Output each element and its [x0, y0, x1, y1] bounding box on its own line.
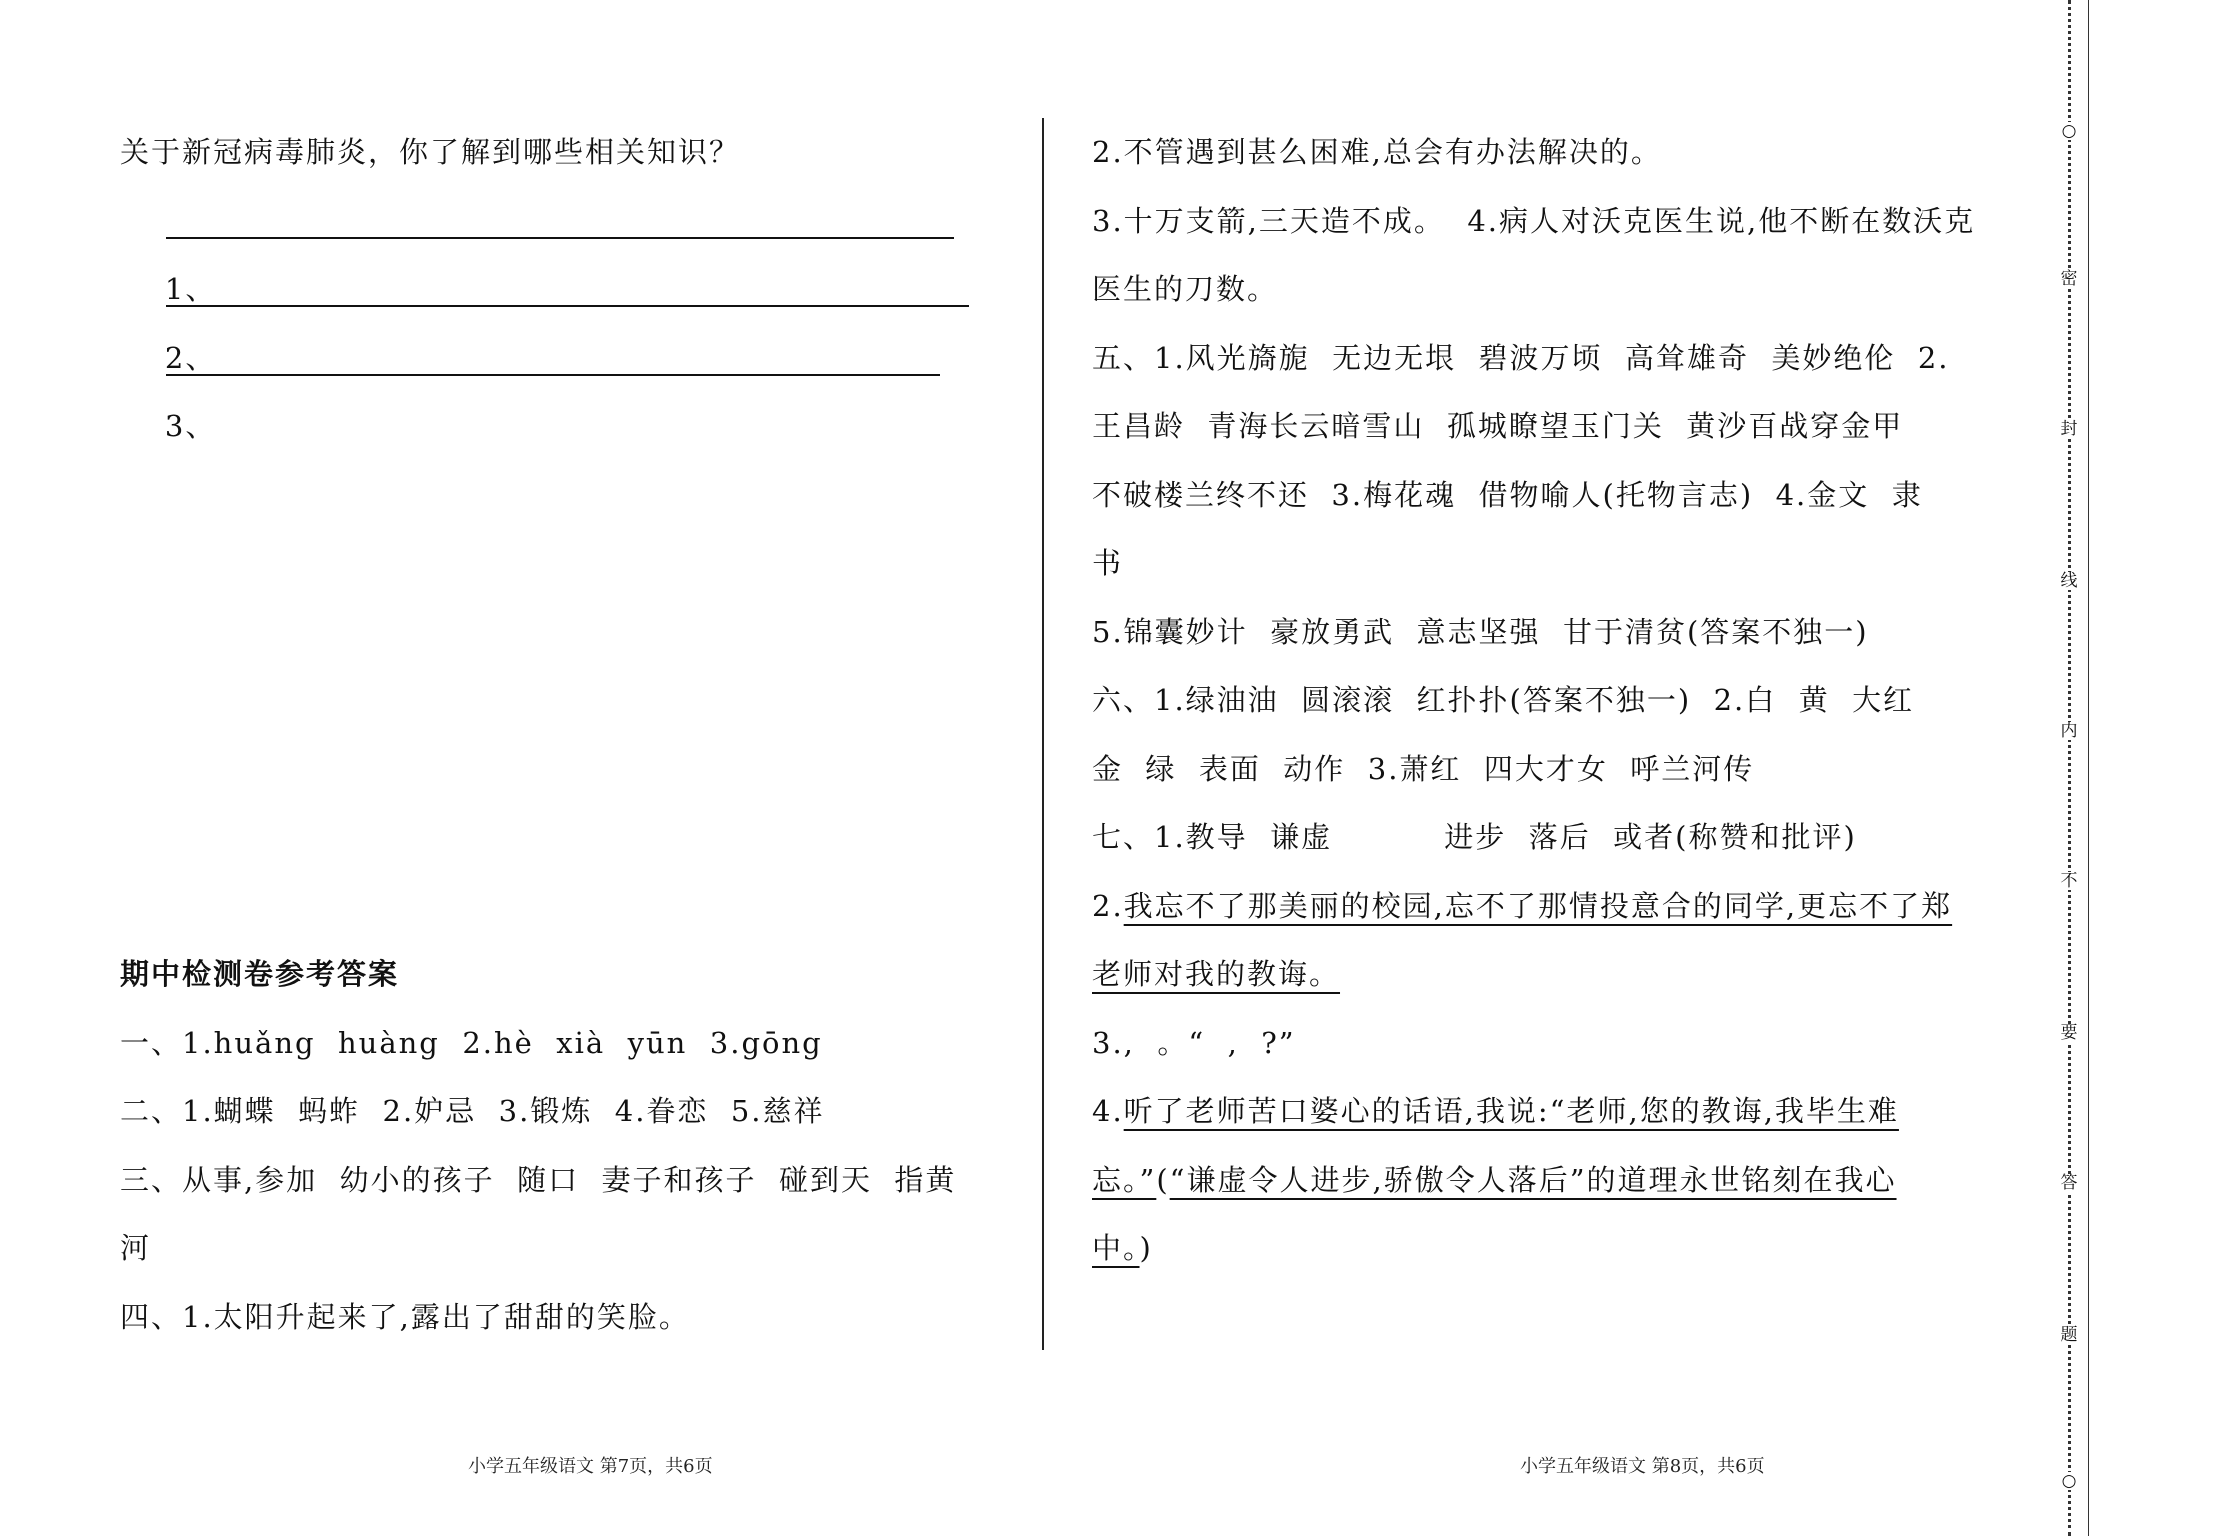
page-footer-right: 小学五年级语文 第8页，共6页	[1520, 1456, 1765, 1477]
q4-paren-close: )	[1139, 1231, 1153, 1265]
seal-circle-bottom: ○	[2061, 1471, 2077, 1491]
seal-char: 要	[2060, 1023, 2078, 1043]
q2-underlined-1: 我忘不了那美丽的校园,忘不了那情投意合的同学,更忘不了郑	[1123, 888, 1953, 923]
seal-char: 不	[2060, 871, 2078, 891]
answer-line-q2-cont	[1092, 940, 1992, 1009]
blank-line[interactable]	[166, 374, 940, 376]
blank-line[interactable]	[166, 305, 969, 307]
answer-line: 5.锦囊妙计 豪放勇武 意志坚强 甘于清贫(答案不独一)	[1092, 614, 1869, 649]
answer-line: 书	[1092, 546, 1124, 580]
right-column	[1092, 118, 1992, 1283]
q4-underlined-1: 听了老师苦口婆心的话语,我说:“老师,您的教诲,我毕生难	[1123, 1094, 1899, 1128]
q4-underlined-2c: “谦虚令人进步,骄傲令人落后”的道理永世铭刻在我心	[1169, 1162, 1897, 1197]
q2-underlined-2: 老师对我的教诲。	[1092, 957, 1341, 991]
answer-line: 医生的刀数。	[1092, 272, 1279, 306]
answer-line-q2	[1092, 872, 1992, 941]
answer-line: 五、1.风光旖旎 无边无垠 碧波万顷 高耸雄奇 美妙绝伦 2.	[1092, 340, 1950, 375]
seal-char: 密	[2060, 269, 2078, 289]
answer-line: 3.十万支箭,三天造不成。 4.病人对沃克医生说,他不断在数沃克	[1092, 203, 1976, 238]
answer-line: 二、1.蝴蝶 蚂蚱 2.妒忌 3.锻炼 4.眷恋 5.慈祥	[120, 1094, 825, 1128]
answer-line-q4-cont	[1092, 1146, 1992, 1215]
seal-line-margin	[2058, 0, 2098, 1536]
q4-underlined-2a: 忘。”	[1092, 1162, 1157, 1197]
seal-char: 内	[2060, 721, 2078, 741]
answer-line: 一、1.huǎng huàng 2.hè xià yūn 3.gōng	[120, 1025, 823, 1060]
answer-line: 不破楼兰终不还 3.梅花魂 借物喻人(托物言志) 4.金文 隶	[1092, 477, 1923, 512]
blank-line[interactable]	[166, 237, 954, 239]
dotted-seal-line	[2068, 0, 2071, 1536]
page-footer-left: 小学五年级语文 第7页，共6页	[468, 1456, 713, 1477]
answer-line: 三、从事,参加 幼小的孩子 随口 妻子和孩子 碰到天 指黄	[120, 1162, 957, 1197]
seal-circle-top: ○	[2061, 121, 2077, 141]
q4-underlined-3: 中。	[1092, 1231, 1140, 1265]
answer-line: 2.不管遇到甚么困难,总会有办法解决的。	[1092, 135, 1662, 169]
answer-line: 七、1.教导 谦虚 进步 落后 或者(称赞和批评)	[1092, 820, 1857, 854]
answer-blank-3	[120, 324, 1000, 443]
answer-line-q4-end	[1092, 1214, 1992, 1283]
answer-line-q4	[1092, 1077, 1992, 1146]
answer-line: 四、1.太阳升起来了,露出了甜甜的笑脸。	[120, 1299, 690, 1334]
answer-blank-1	[120, 187, 1000, 306]
answer-line-q3: 3., 。“ , ?”	[1092, 1025, 1296, 1060]
answer-line: 王昌龄 青海长云暗雪山 孤城瞭望玉门关 黄沙百战穿金甲	[1092, 409, 1904, 443]
answer-blank-2	[120, 255, 1000, 375]
seal-char: 封	[2060, 419, 2078, 439]
solid-margin-line	[2088, 0, 2089, 1536]
blank-number: 2、	[164, 340, 217, 375]
q4-prefix: 4.	[1092, 1094, 1124, 1128]
left-column	[120, 118, 1000, 1351]
seal-char: 线	[2060, 571, 2078, 591]
seal-char: 答	[2060, 1173, 2078, 1193]
answer-line: 六、1.绿油油 圆滚滚 红扑扑(答案不独一) 2.白 黄 大红	[1092, 683, 1915, 717]
answer-heading: 期中检测卷参考答案	[120, 957, 400, 991]
answer-line: 河	[120, 1231, 152, 1265]
seal-char: 题	[2060, 1325, 2078, 1345]
blank-number: 1、	[164, 272, 217, 306]
blank-number: 3、	[164, 409, 217, 443]
answer-line: 金 绿 表面 动作 3.萧红 四大才女 呼兰河传	[1092, 751, 1755, 786]
q4-paren-open: (	[1156, 1162, 1170, 1197]
question-text: 关于新冠病毒肺炎，你了解到哪些相关知识？	[120, 135, 741, 169]
empty-space	[120, 392, 1000, 940]
column-divider	[1042, 118, 1044, 1350]
q2-prefix: 2.	[1092, 888, 1124, 923]
